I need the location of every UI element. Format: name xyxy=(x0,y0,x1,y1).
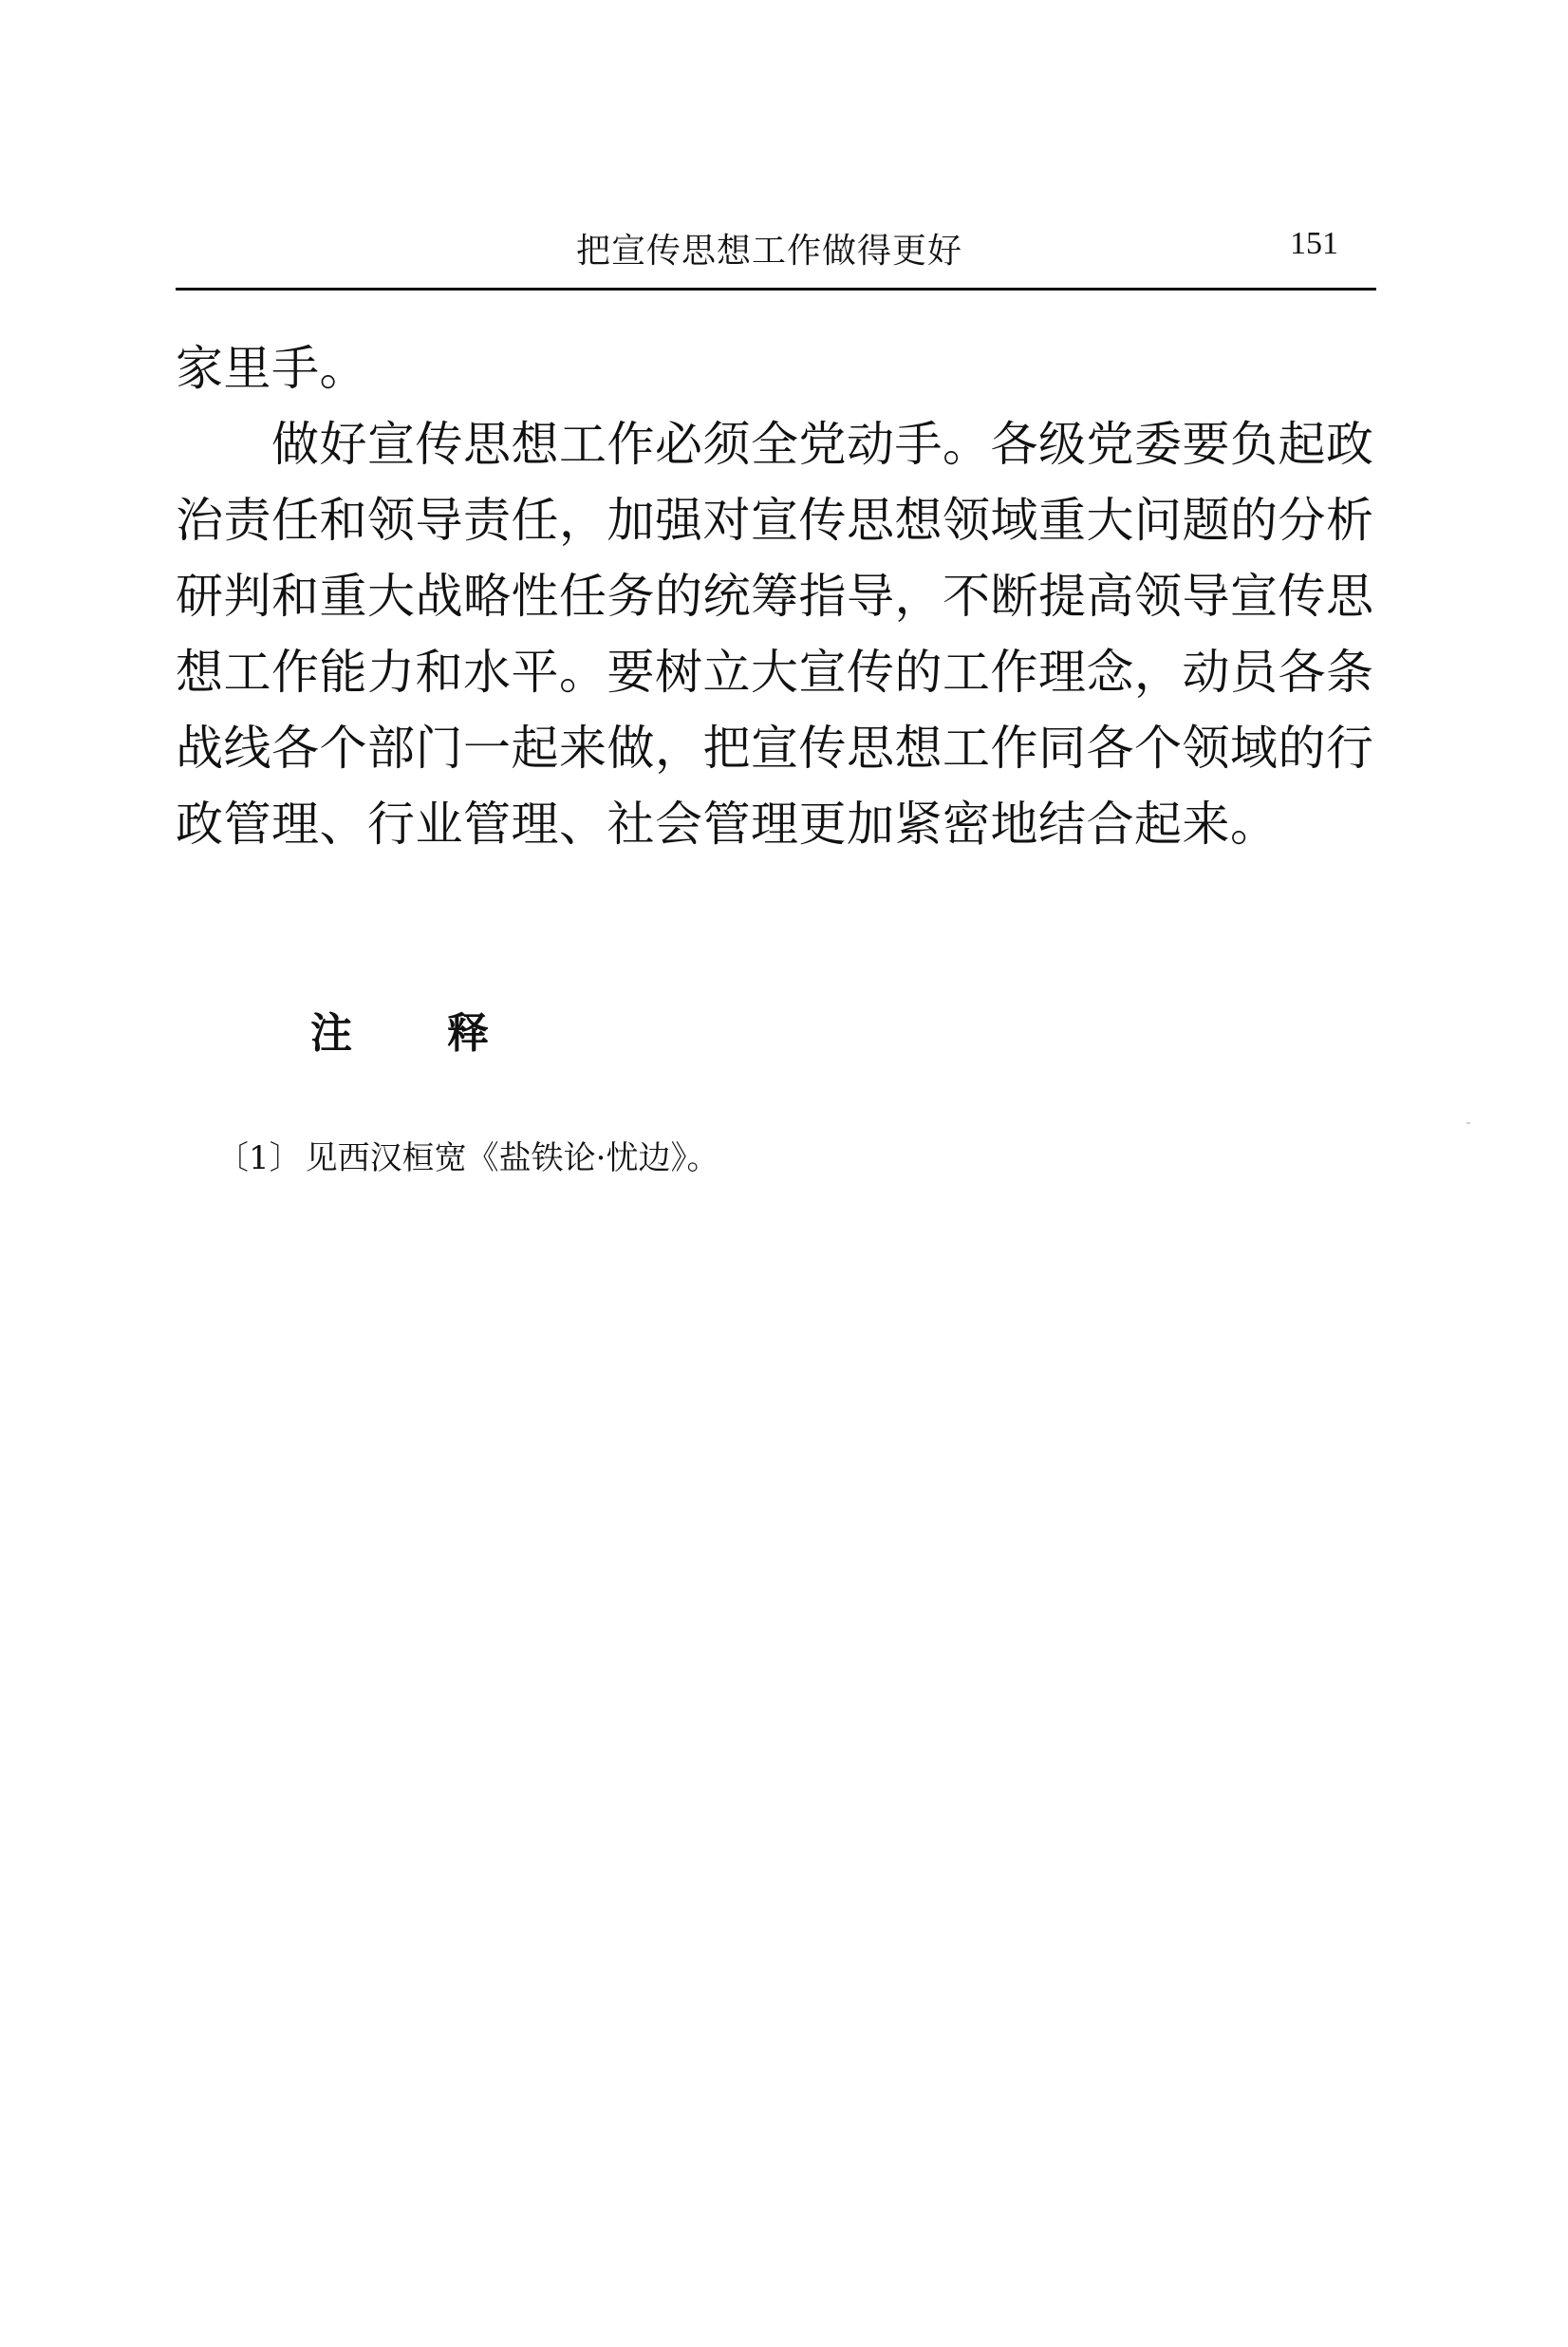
note-marker: 〔1〕 xyxy=(216,1139,302,1177)
page-number: 151 xyxy=(1290,226,1338,261)
scan-speck xyxy=(1466,1122,1470,1124)
notes-heading xyxy=(310,999,489,1060)
running-title: 把宣传思想工作做得更好 xyxy=(576,232,963,271)
body-line: 家里手。 xyxy=(176,341,367,396)
notes-heading-char: 释 xyxy=(447,1009,489,1058)
notes-heading-char: 注 xyxy=(310,1009,352,1058)
note-item xyxy=(216,1135,719,1182)
notes-list xyxy=(216,1135,719,1182)
body-line: 做好宣传思想工作必须全党动手。各级党委要负起政 xyxy=(176,417,1374,472)
note-text: 见西汉桓宽《盐铁论·忧边》。 xyxy=(305,1139,719,1177)
body-line: 想工作能力和水平。要树立大宣传的工作理念，动员各条 xyxy=(176,645,1374,700)
body-line: 战线各个部门一起来做，把宣传思想工作同各个领域的行 xyxy=(176,721,1374,776)
body-paragraphs xyxy=(176,330,1376,862)
body-line: 政管理、行业管理、社会管理更加紧密地结合起来。 xyxy=(176,797,1279,852)
running-header xyxy=(176,216,1376,273)
header-rule xyxy=(176,288,1376,291)
body-line: 研判和重大战略性任务的统筹指导，不断提高领导宣传思 xyxy=(176,569,1374,624)
body-line: 治责任和领导责任，加强对宣传思想领域重大问题的分析 xyxy=(176,493,1374,548)
